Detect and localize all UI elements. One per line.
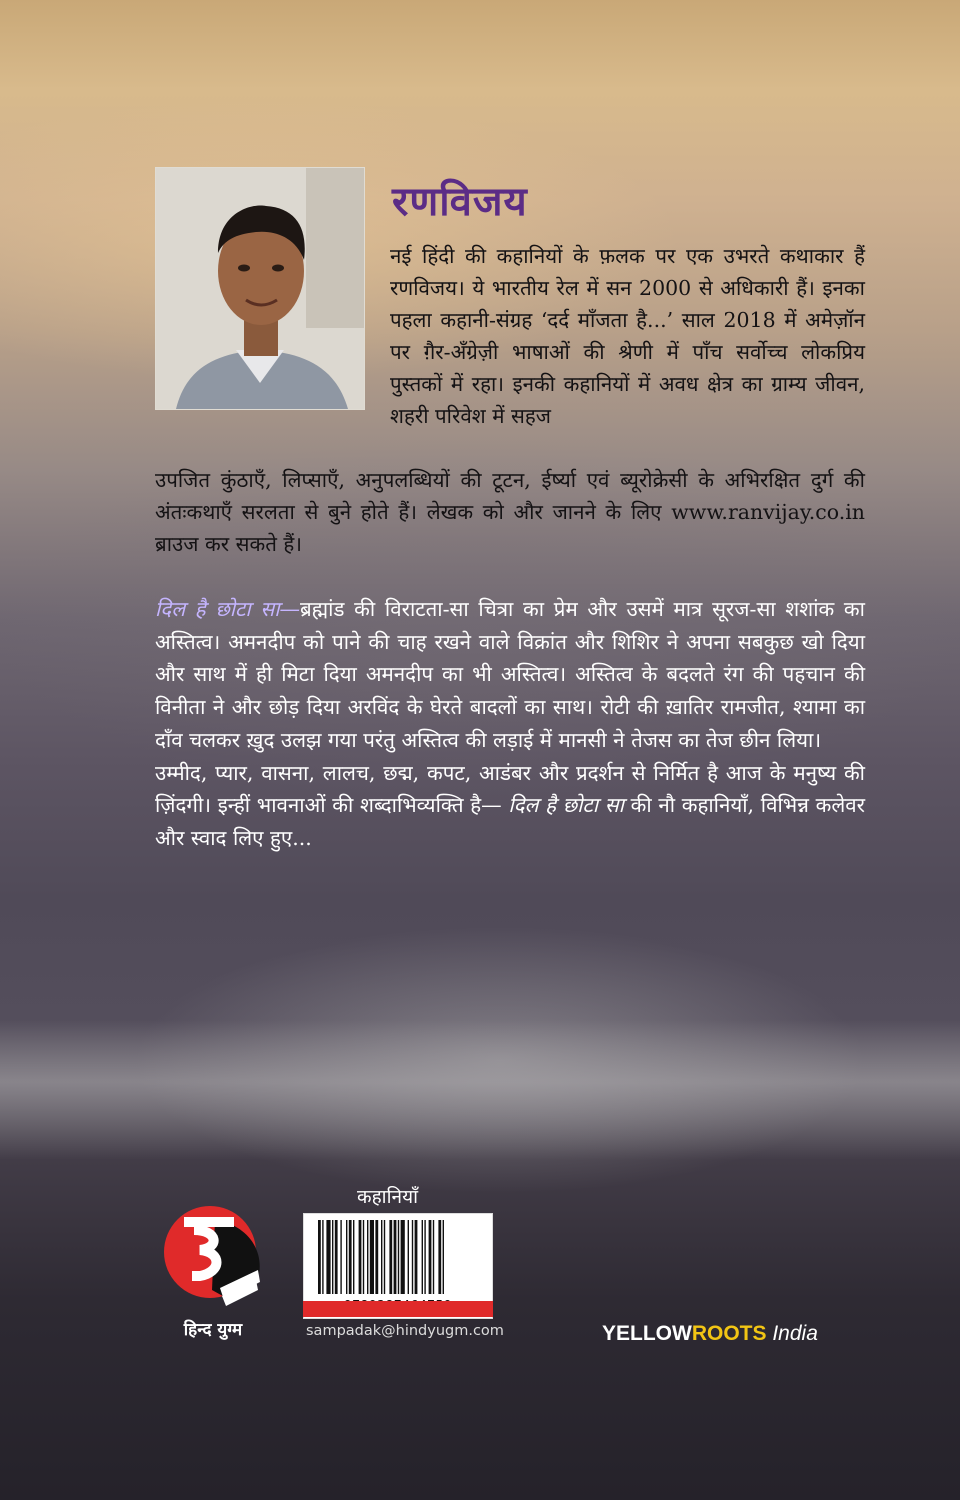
barcode-bar bbox=[398, 1220, 399, 1294]
blurb-paragraph-2-end: की नौ कहानियाँ, विभिन्न कलेवर और स्वाद लिए हुए... bbox=[155, 793, 865, 850]
fog-layer bbox=[0, 1020, 960, 1160]
barcode-bar bbox=[412, 1220, 413, 1294]
publisher-name: हिन्द युग्म bbox=[183, 1320, 243, 1340]
imprint-part-roots: ROOTS bbox=[691, 1322, 767, 1345]
genre-label: कहानियाँ bbox=[357, 1186, 419, 1208]
author-photo bbox=[155, 167, 365, 410]
barcode-bar bbox=[322, 1220, 323, 1294]
book-blurb bbox=[155, 593, 865, 855]
author-bio-top: नई हिंदी की कहानियों के फ़लक पर एक उभरते कथाकार हैं रणविजय। ये भारतीय रेल में सन 2000 से अधिकारी हैं। इनका पहला कहानी-संग्रह ‘दर्द माँजता है...’ साल 2018 में अमेज़ॉन पर ग़ैर-अँग्रेज़ी भाषाओं की श्रेणी में पाँच सर्वोच्च लोकप्रिय पुस्तकों में रहा। इनकी कहानियों में अवध क्षेत्र का ग्राम्य जीवन, शहरी परिवेश में सहज bbox=[390, 244, 865, 428]
barcode-bar bbox=[433, 1220, 434, 1294]
barcode-bar bbox=[326, 1220, 330, 1294]
barcode-bar bbox=[408, 1220, 409, 1294]
barcode-bar bbox=[381, 1220, 382, 1294]
barcode-bar bbox=[384, 1220, 385, 1294]
barcode-bar bbox=[401, 1220, 405, 1294]
barcode-bar bbox=[340, 1220, 341, 1294]
barcode-bar bbox=[394, 1220, 397, 1294]
author-bio-bottom: उपजित कुंठाएँ, लिप्साएँ, अनुपलब्धियों की टूटन, ईर्ष्या एवं ब्यूरोक्रेसी के अभिरक्षित दुर्ग की अंतःकथाएँ सरलता से बुने होते हैं। लेखक को और जानने के लिए www.ranvijay.co.in ब्राउज कर सकते हैं। bbox=[155, 468, 865, 556]
barcode-bar bbox=[422, 1220, 423, 1294]
barcode-bar bbox=[443, 1220, 444, 1294]
blurb-paragraph-1: ब्रह्मांड की विराटता-सा चित्रा का प्रेम और उसमें मात्र सूरज-सा शशांक का अस्तित्व। अमनदीप को पाने की चाह रखने वाले विक्रांत और शिशिर ने अपना सबकुछ खो दिया और साथ में ही मिटा दिया अमनदीप का भी अस्तित्व। अस्तित्व के बदलते रंग की पहचान की विनीता ने और छोड़ दिया अरविंद के घेरते बादलों का साथ। रोटी की ख़ातिर रामजीत, श्यामा का दाँव चलकर ख़ुद उलझ गया परंतु अस्तित्व की लड़ाई में मानसी ने तेजस का तेज छीन लिया। bbox=[155, 597, 865, 752]
barcode-bar bbox=[353, 1220, 354, 1294]
blurb-book-title-inline: दिल है छोटा सा bbox=[508, 793, 624, 818]
barcode-bar bbox=[375, 1220, 378, 1294]
barcode-red-strip bbox=[303, 1301, 493, 1317]
blurb-book-title: दिल है छोटा सा— bbox=[155, 597, 301, 621]
barcode-bar bbox=[359, 1220, 362, 1294]
barcode-bar bbox=[367, 1220, 368, 1294]
barcode-bar bbox=[424, 1220, 425, 1294]
barcode-bar bbox=[346, 1220, 347, 1294]
imprint-part-yellow: YELLOW bbox=[602, 1322, 692, 1345]
author-name: रणविजय bbox=[392, 179, 528, 225]
barcode-bar bbox=[429, 1220, 432, 1294]
barcode-bar bbox=[335, 1220, 338, 1294]
blurb-paragraph-2-start: उम्मीद, प्यार, वासना, लालच, छद्म, कपट, आडंबर और प्रदर्शन से निर्मित है आज के मनुष्य की ज़िंदगी। इन्हीं भावनाओं की शब्दाभिव्यक्ति है— bbox=[155, 760, 865, 818]
barcode-bar bbox=[332, 1220, 333, 1294]
barcode-bar bbox=[438, 1220, 441, 1294]
barcode-bar bbox=[370, 1220, 374, 1294]
imprint-logo bbox=[602, 1322, 818, 1346]
barcode-bar bbox=[415, 1220, 418, 1294]
barcode-bar bbox=[349, 1220, 352, 1294]
publisher-email: sampadak@hindyugm.com bbox=[306, 1323, 504, 1339]
barcode-bar bbox=[318, 1220, 321, 1294]
barcode-bar bbox=[363, 1220, 364, 1294]
imprint-part-india: India bbox=[766, 1322, 818, 1345]
barcode-bar bbox=[389, 1220, 392, 1294]
